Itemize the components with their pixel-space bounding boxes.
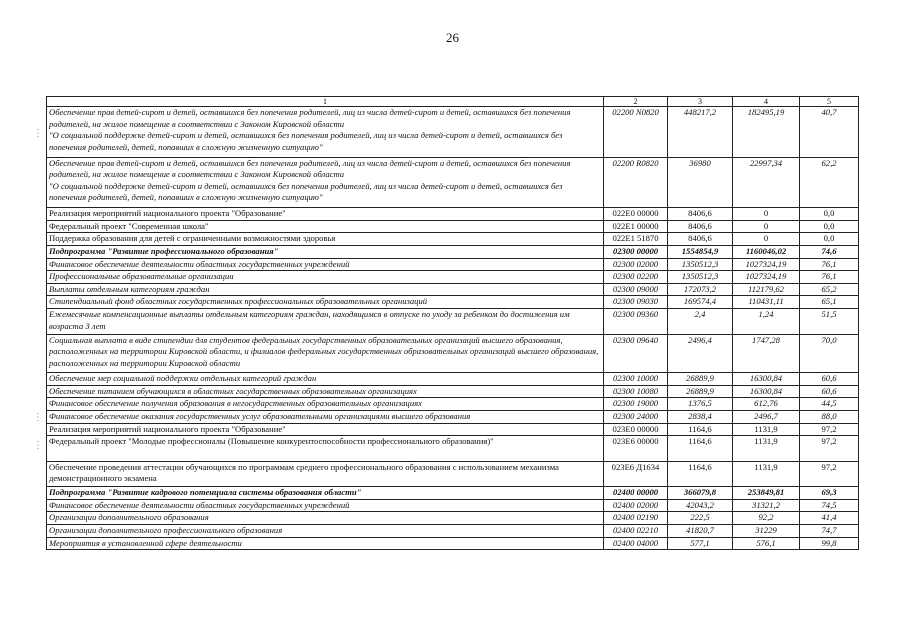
row-actual-value-cell: 16300,84 xyxy=(733,385,800,398)
column-header: 2 xyxy=(604,97,668,107)
row-name-cell: Обеспечение прав детей-сирот и детей, оставшихся без попечения родителей, лиц из числа детей-сирот и детей, оставшихся без попечения родителей, на жилое помещение в соответствии с Законом Кировской области "О социальной поддержке детей-сирот и детей, оставшихся без попечения родителей, лиц из числа детей-сирот и детей, оставшихся без попечения родителей, детей, попавших в сложную жизненную ситуацию" xyxy=(47,157,604,208)
row-name-cell: Мероприятия в установленной сфере деятельности xyxy=(47,537,604,550)
row-code-cell: 02400 02000 xyxy=(604,499,668,512)
row-plan-value-cell: 448217,2 xyxy=(668,107,733,158)
column-header: 4 xyxy=(733,97,800,107)
row-name-cell: Финансовое обеспечение деятельности областных государственных учреждений xyxy=(47,258,604,271)
row-code-cell: 02300 19000 xyxy=(604,398,668,411)
row-code-cell: 02300 24000 xyxy=(604,410,668,423)
row-name-cell: Подпрограмма "Развитие кадрового потенциала системы образования области" xyxy=(47,487,604,500)
row-plan-value-cell: 2838,4 xyxy=(668,410,733,423)
row-plan-value-cell: 1350512,3 xyxy=(668,271,733,284)
table-row xyxy=(47,220,859,233)
row-plan-value-cell: 1164,6 xyxy=(668,436,733,462)
row-code-cell: 02300 09360 xyxy=(604,308,668,334)
row-code-cell: 023E6 Д1634 xyxy=(604,461,668,487)
row-percent-cell: 44,5 xyxy=(800,398,859,411)
margin-mark: ⋮ xyxy=(33,128,43,139)
table-row xyxy=(47,258,859,271)
row-name-cell: Обеспечение мер социальной поддержки отдельных категорий граждан xyxy=(47,373,604,386)
row-code-cell: 02400 02190 xyxy=(604,512,668,525)
row-plan-value-cell: 26889,9 xyxy=(668,373,733,386)
row-percent-cell: 88,0 xyxy=(800,410,859,423)
row-plan-value-cell: 1554854,9 xyxy=(668,245,733,258)
row-plan-value-cell: 366079,8 xyxy=(668,487,733,500)
row-name-cell: Ежемесячные компенсационные выплаты отдельным категориям граждан, находящимся в отпуске по уходу за ребенком до достижения им возраста 3 лет xyxy=(47,308,604,334)
table-row xyxy=(47,499,859,512)
row-name-cell: Обеспечение прав детей-сирот и детей, оставшихся без попечения родителей, лиц из числа детей-сирот и детей, оставшихся без попечения родителей, на жилое помещение в соответствии с Законом Кировской области "О социальной поддержке детей-сирот и детей, оставшихся без попечения родителей, лиц из числа детей-сирот и детей, оставшихся без попечения родителей, детей, попавших в сложную жизненную ситуацию" xyxy=(47,107,604,158)
row-code-cell: 022E1 00000 xyxy=(604,220,668,233)
table-row xyxy=(47,537,859,550)
margin-mark: ⋮ xyxy=(33,412,43,423)
table-row xyxy=(47,208,859,221)
row-plan-value-cell: 577,1 xyxy=(668,537,733,550)
row-name-cell: Стипендиальный фонд областных государственных профессиональных образовательных организаций xyxy=(47,296,604,309)
table-row xyxy=(47,385,859,398)
row-percent-cell: 62,2 xyxy=(800,157,859,208)
row-plan-value-cell: 36980 xyxy=(668,157,733,208)
row-percent-cell: 70,0 xyxy=(800,334,859,373)
row-name-cell: Выплаты отдельным категориям граждан xyxy=(47,283,604,296)
row-name-cell: Федеральный проект "Молодые профессионалы (Повышение конкурентоспособности профессионального образования)" xyxy=(47,436,604,462)
row-actual-value-cell: 110431,11 xyxy=(733,296,800,309)
row-plan-value-cell: 2,4 xyxy=(668,308,733,334)
row-actual-value-cell: 0 xyxy=(733,208,800,221)
row-name-cell: Социальная выплата в виде стипендии для студентов федеральных государственных образовательных организаций высшего образования, расположенных на территории Кировской области, и филиалов федеральных государственных образовательных организаций высшего образования, расположенных на территории Кировской области xyxy=(47,334,604,373)
page-number: 26 xyxy=(446,30,459,45)
row-percent-cell: 0,0 xyxy=(800,233,859,246)
column-header: 5 xyxy=(800,97,859,107)
row-percent-cell: 99,8 xyxy=(800,537,859,550)
row-name-cell: Поддержка образования для детей с ограниченными возможностями здоровья xyxy=(47,233,604,246)
row-percent-cell: 60,6 xyxy=(800,373,859,386)
row-percent-cell: 97,2 xyxy=(800,436,859,462)
row-actual-value-cell: 1131,9 xyxy=(733,423,800,436)
row-code-cell: 02200 R0820 xyxy=(604,157,668,208)
row-code-cell: 02300 09030 xyxy=(604,296,668,309)
row-plan-value-cell: 8406,6 xyxy=(668,208,733,221)
row-actual-value-cell: 16300,84 xyxy=(733,373,800,386)
table-row xyxy=(47,283,859,296)
row-percent-cell: 74,5 xyxy=(800,499,859,512)
row-actual-value-cell: 2496,7 xyxy=(733,410,800,423)
margin-mark: ⋮ xyxy=(33,440,43,451)
row-actual-value-cell: 1,24 xyxy=(733,308,800,334)
row-percent-cell: 0,0 xyxy=(800,220,859,233)
row-actual-value-cell: 92,2 xyxy=(733,512,800,525)
row-actual-value-cell: 1131,9 xyxy=(733,436,800,462)
row-plan-value-cell: 1164,6 xyxy=(668,423,733,436)
row-code-cell: 023E0 00000 xyxy=(604,423,668,436)
table-row xyxy=(47,107,859,158)
row-name-cell: Финансовое обеспечение оказания государственных услуг образовательными организациями высшего образования xyxy=(47,410,604,423)
table-row xyxy=(47,487,859,500)
row-percent-cell: 0,0 xyxy=(800,208,859,221)
table-row xyxy=(47,410,859,423)
row-plan-value-cell: 1164,6 xyxy=(668,461,733,487)
column-header: 1 xyxy=(47,97,604,107)
row-percent-cell: 40,7 xyxy=(800,107,859,158)
row-plan-value-cell: 26889,9 xyxy=(668,385,733,398)
row-code-cell: 02300 09640 xyxy=(604,334,668,373)
row-actual-value-cell: 182495,19 xyxy=(733,107,800,158)
table-row xyxy=(47,308,859,334)
row-name-cell: Федеральный проект "Современная школа" xyxy=(47,220,604,233)
row-name-cell: Финансовое обеспечение получения образования в негосударственных образовательных организациях xyxy=(47,398,604,411)
table-row xyxy=(47,525,859,538)
row-actual-value-cell: 1027324,19 xyxy=(733,271,800,284)
table-row xyxy=(47,245,859,258)
row-percent-cell: 74,6 xyxy=(800,245,859,258)
table-row xyxy=(47,461,859,487)
row-name-cell: Финансовое обеспечение деятельности областных государственных учреждений xyxy=(47,499,604,512)
row-actual-value-cell: 22997,34 xyxy=(733,157,800,208)
table-header-row xyxy=(47,97,859,107)
row-name-cell: Организации дополнительного образования xyxy=(47,512,604,525)
row-name-cell: Профессиональные образовательные организации xyxy=(47,271,604,284)
row-code-cell: 02200 N0820 xyxy=(604,107,668,158)
row-actual-value-cell: 0 xyxy=(733,233,800,246)
table-row xyxy=(47,423,859,436)
row-actual-value-cell: 1131,9 xyxy=(733,461,800,487)
row-actual-value-cell: 1027324,19 xyxy=(733,258,800,271)
row-percent-cell: 76,1 xyxy=(800,258,859,271)
row-name-cell: Обеспечение питанием обучающихся в областных государственных образовательных организациях xyxy=(47,385,604,398)
table-row xyxy=(47,296,859,309)
row-percent-cell: 69,3 xyxy=(800,487,859,500)
column-header: 3 xyxy=(668,97,733,107)
row-plan-value-cell: 222,5 xyxy=(668,512,733,525)
row-code-cell: 02300 02200 xyxy=(604,271,668,284)
row-actual-value-cell: 1747,28 xyxy=(733,334,800,373)
row-plan-value-cell: 41820,7 xyxy=(668,525,733,538)
table-row xyxy=(47,512,859,525)
row-actual-value-cell: 0 xyxy=(733,220,800,233)
row-code-cell: 02400 02210 xyxy=(604,525,668,538)
table-row xyxy=(47,398,859,411)
row-code-cell: 02300 09000 xyxy=(604,283,668,296)
row-name-cell: Подпрограмма "Развитие профессионального образования" xyxy=(47,245,604,258)
table-row xyxy=(47,334,859,373)
row-plan-value-cell: 42043,2 xyxy=(668,499,733,512)
row-name-cell: Реализация мероприятий национального проекта "Образование" xyxy=(47,208,604,221)
row-actual-value-cell: 253849,81 xyxy=(733,487,800,500)
row-actual-value-cell: 112179,62 xyxy=(733,283,800,296)
row-code-cell: 022E0 00000 xyxy=(604,208,668,221)
row-percent-cell: 76,1 xyxy=(800,271,859,284)
row-percent-cell: 65,1 xyxy=(800,296,859,309)
row-plan-value-cell: 8406,6 xyxy=(668,220,733,233)
row-actual-value-cell: 576,1 xyxy=(733,537,800,550)
row-code-cell: 02300 10000 xyxy=(604,373,668,386)
row-name-cell: Организации дополнительного профессионального образования xyxy=(47,525,604,538)
row-percent-cell: 51,5 xyxy=(800,308,859,334)
row-plan-value-cell: 172073,2 xyxy=(668,283,733,296)
row-plan-value-cell: 169574,4 xyxy=(668,296,733,309)
row-actual-value-cell: 612,76 xyxy=(733,398,800,411)
budget-table xyxy=(46,96,859,550)
table-row xyxy=(47,271,859,284)
row-plan-value-cell: 2496,4 xyxy=(668,334,733,373)
row-actual-value-cell: 31321,2 xyxy=(733,499,800,512)
row-code-cell: 02300 10080 xyxy=(604,385,668,398)
row-actual-value-cell: 1160046,02 xyxy=(733,245,800,258)
row-plan-value-cell: 8406,6 xyxy=(668,233,733,246)
table-row xyxy=(47,436,859,462)
row-code-cell: 02400 00000 xyxy=(604,487,668,500)
row-percent-cell: 65,2 xyxy=(800,283,859,296)
table-row xyxy=(47,373,859,386)
row-percent-cell: 41,4 xyxy=(800,512,859,525)
row-actual-value-cell: 31229 xyxy=(733,525,800,538)
row-code-cell: 02300 02000 xyxy=(604,258,668,271)
row-name-cell: Обеспечение проведения аттестации обучающихся по программам среднего профессионального образования с использованием механизма демонстрационного экзамена xyxy=(47,461,604,487)
row-percent-cell: 60,6 xyxy=(800,385,859,398)
row-percent-cell: 74,7 xyxy=(800,525,859,538)
row-percent-cell: 97,2 xyxy=(800,461,859,487)
row-percent-cell: 97,2 xyxy=(800,423,859,436)
row-code-cell: 022E1 51870 xyxy=(604,233,668,246)
table-row xyxy=(47,233,859,246)
table-row xyxy=(47,157,859,208)
row-code-cell: 023E6 00000 xyxy=(604,436,668,462)
row-plan-value-cell: 1376,5 xyxy=(668,398,733,411)
row-code-cell: 02300 00000 xyxy=(604,245,668,258)
row-name-cell: Реализация мероприятий национального проекта "Образование" xyxy=(47,423,604,436)
row-plan-value-cell: 1350512,3 xyxy=(668,258,733,271)
row-code-cell: 02400 04000 xyxy=(604,537,668,550)
